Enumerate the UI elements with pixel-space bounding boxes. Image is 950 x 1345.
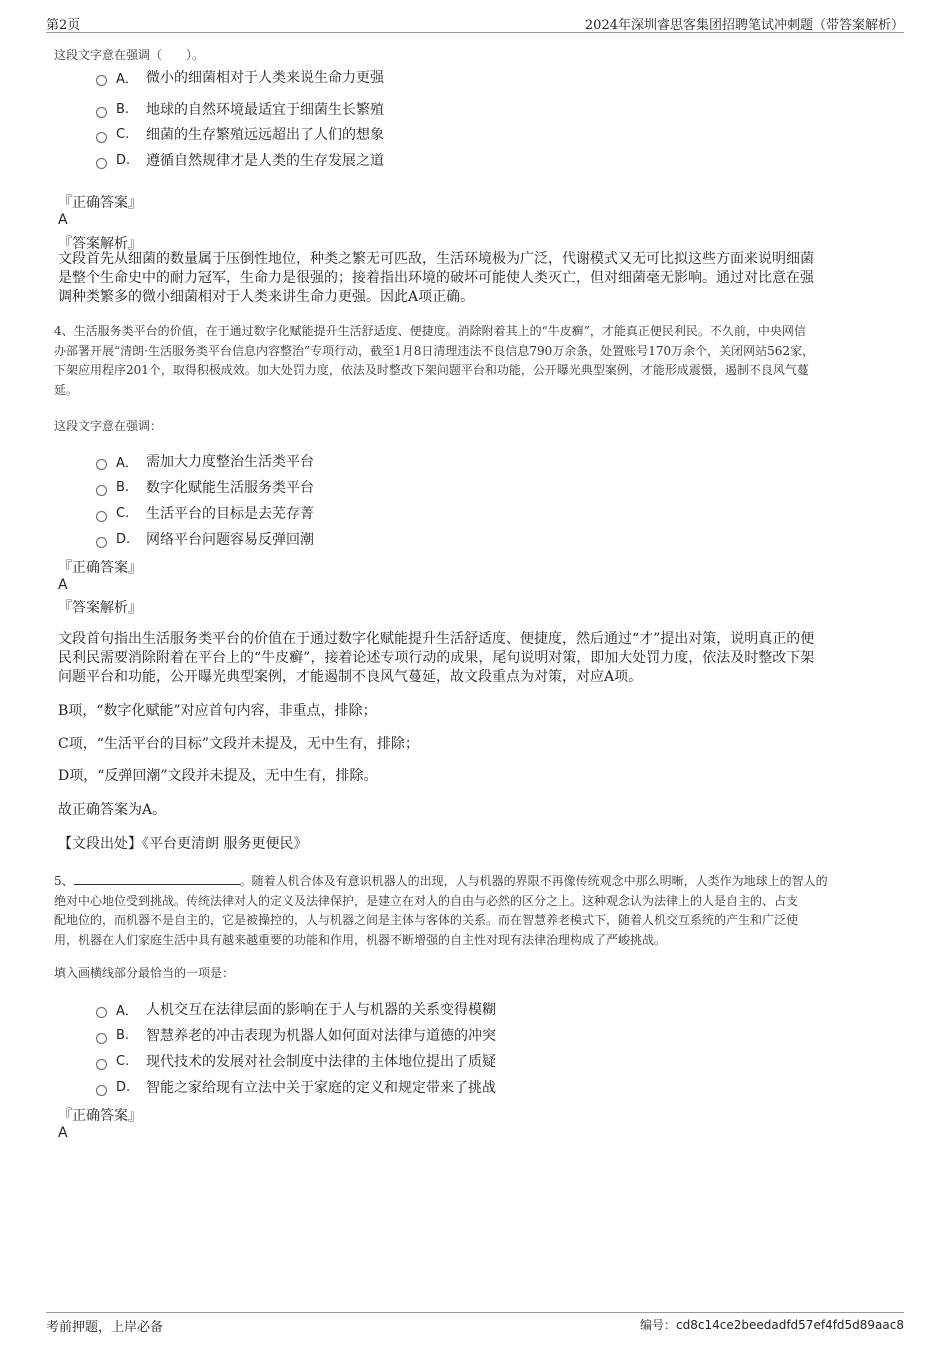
option-text: 需加大力度整治生活类平台 xyxy=(146,454,314,470)
radio-icon[interactable] xyxy=(96,132,107,143)
q3-option-a[interactable]: A． 微小的细菌相对于人类来说生命力更强 xyxy=(96,67,384,87)
q3-analysis-label: 『答案解析』 xyxy=(58,236,142,252)
radio-icon[interactable] xyxy=(96,107,107,118)
q5-answer-label: 『正确答案』 xyxy=(58,1108,142,1124)
q3-option-d[interactable]: D. 遵循自然规律才是人类的生存发展之道 xyxy=(96,150,384,170)
q3-option-b[interactable]: B. 地球的自然环境最适宜于细菌生长繁殖 xyxy=(96,99,384,119)
option-text: 现代技术的发展对社会制度中法律的主体地位提出了质疑 xyxy=(146,1054,496,1070)
q4-stem: 这段文字意在强调： xyxy=(54,419,163,433)
q4-option-c-note: C项，“生活平台的目标”文段并未提及，无中生有，排除； xyxy=(58,736,420,752)
q5-option-d[interactable]: D. 智能之家给现有立法中关于家庭的定义和规定带来了挑战 xyxy=(96,1077,496,1097)
q4-option-a[interactable]: A． 需加大力度整治生活类平台 xyxy=(96,451,314,471)
page-number: 第2页 xyxy=(46,18,81,33)
option-text: 遵循自然规律才是人类的生存发展之道 xyxy=(146,153,384,169)
option-text: 微小的细菌相对于人类来说生命力更强 xyxy=(146,70,384,86)
option-text: 智慧养老的冲击表现为机器人如何面对法律与道德的冲突 xyxy=(146,1028,496,1044)
q4-answer: A xyxy=(58,577,68,593)
radio-icon[interactable] xyxy=(96,1085,107,1096)
option-text: 生活平台的目标是去芜存菁 xyxy=(146,506,314,522)
document-title: 2024年深圳睿思客集团招聘笔试冲刺题（带答案解析） xyxy=(584,18,904,33)
page-header xyxy=(46,12,904,33)
document-id: 编号：cd8c14ce2beedadfd57ef4fd5d89aac8 xyxy=(640,1318,904,1332)
q5-stem: 填入画横线部分最恰当的一项是： xyxy=(54,966,235,980)
option-text: 地球的自然环境最适宜于细菌生长繁殖 xyxy=(146,102,384,118)
q4-option-b[interactable]: B. 数字化赋能生活服务类平台 xyxy=(96,477,314,497)
radio-icon[interactable] xyxy=(96,158,107,169)
q4-option-d[interactable]: D. 网络平台问题容易反弹回潮 xyxy=(96,529,314,549)
q3-stem: 这段文字意在强调（ ）。 xyxy=(54,48,205,62)
option-text: 人机交互在法律层面的影响在于人与机器的关系变得模糊 xyxy=(146,1002,496,1018)
q5-option-b[interactable]: B. 智慧养老的冲击表现为机器人如何面对法律与道德的冲突 xyxy=(96,1025,496,1045)
q5-option-a[interactable]: A． 人机交互在法律层面的影响在于人与机器的关系变得模糊 xyxy=(96,999,496,1019)
q4-source: 【文段出处】《平台更清朗 服务更便民》 xyxy=(58,836,308,852)
q3-answer-label: 『正确答案』 xyxy=(58,195,142,211)
q3-answer: A xyxy=(58,212,68,228)
radio-icon[interactable] xyxy=(96,485,107,496)
q4-option-d-note: D项，“反弹回潮”文段并未提及，无中生有，排除。 xyxy=(58,768,378,784)
page-footer xyxy=(46,1312,904,1335)
q5-number: 5、 xyxy=(54,874,74,888)
option-text: 数字化赋能生活服务类平台 xyxy=(146,480,314,496)
option-text: 网络平台问题容易反弹回潮 xyxy=(146,532,314,548)
radio-icon[interactable] xyxy=(96,537,107,548)
radio-icon[interactable] xyxy=(96,1007,107,1018)
q4-option-c[interactable]: C. 生活平台的目标是去芜存菁 xyxy=(96,503,314,523)
q4-answer-label: 『正确答案』 xyxy=(58,560,142,576)
q3-option-c[interactable]: C. 细菌的生存繁殖远远超出了人们的想象 xyxy=(96,124,384,144)
q5-option-c[interactable]: C. 现代技术的发展对社会制度中法律的主体地位提出了质疑 xyxy=(96,1051,496,1071)
radio-icon[interactable] xyxy=(96,1033,107,1044)
q5-answer: A xyxy=(58,1125,68,1141)
q4-passage: 4、生活服务类平台的价值，在于通过数字化赋能提升生活舒适度、便捷度。消除附着其上的“牛皮癣”，才能真正便民利民。不久前，中央网信 办部署开展“清朗·生活服务类平台信息内容整治”专项行动，截至1月8日清理违法不良信息790万余条，处置账号170万余个，关闭网站562家， 下架应用程序201个，取得积极成效。加大处罚力度，依法及时整改下架问题平台和功能，公开曝光典型案例，才能形成震慑，遏制不良风气蔓 延。 xyxy=(54,324,815,397)
q3-analysis: 文段首先从细菌的数量属于压倒性地位，种类之繁无可匹敌，生活环境极为广泛，代谢模式又无可比拟这些方面来说明细菌 是整个生命史中的耐力冠军，生命力是很强的；接着指出环境的破坏可能使人类灭亡，但对细菌毫无影响。通过对比意在强 调种类繁多的微小细菌相对于人类来讲生命力更强。因此A项正确。 xyxy=(58,251,814,305)
q4-analysis: 文段首句指出生活服务类平台的价值在于通过数字化赋能提升生活舒适度、便捷度，然后通过“才”提出对策，说明真正的便 民利民需要消除附着在平台上的“牛皮癣”，接着论述专项行动的成果，尾句说明对策，即加大处罚力度，依法及时整改下架 问题平台和功能，公开曝光典型案例，才能遏制不良风气蔓延，故文段重点为对策，对应A项。 xyxy=(58,631,815,685)
q4-analysis-label: 『答案解析』 xyxy=(58,600,142,616)
radio-icon[interactable] xyxy=(96,459,107,470)
footer-slogan: 考前押题，上岸必备 xyxy=(46,1320,164,1335)
q4-option-b-note: B项，“数字化赋能”对应首句内容，非重点，排除； xyxy=(58,703,377,719)
radio-icon[interactable] xyxy=(96,75,107,86)
option-text: 细菌的生存繁殖远远超出了人们的想象 xyxy=(146,127,384,143)
option-text: 智能之家给现有立法中关于家庭的定义和规定带来了挑战 xyxy=(146,1080,496,1096)
radio-icon[interactable] xyxy=(96,1059,107,1070)
q4-conclusion: 故正确答案为A。 xyxy=(58,802,167,818)
q5-passage: 5、 。随着人机合体及有意识机器人的出现，人与机器的界限不再像传统观念中那么明晰，人类作为地球上的智人的 绝对中心地位受到挑战。传统法律对人的定义及法律保护，是建立在对人的自由与必然的区分之上。这种观念认为法律上的人是自主的、占支 配地位的，而机器不是自主的，它是被操控的，人与机器之间是主体与客体的关系。而在智慧养老模式下，随着人机交互系统的产生和广泛使 用，机器在人们家庭生活中具有越来越重要的功能和作用，机器不断增强的自主性对现有法律治理构成了严峻挑战。 xyxy=(54,874,828,947)
radio-icon[interactable] xyxy=(96,511,107,522)
fill-in-blank xyxy=(74,872,240,885)
